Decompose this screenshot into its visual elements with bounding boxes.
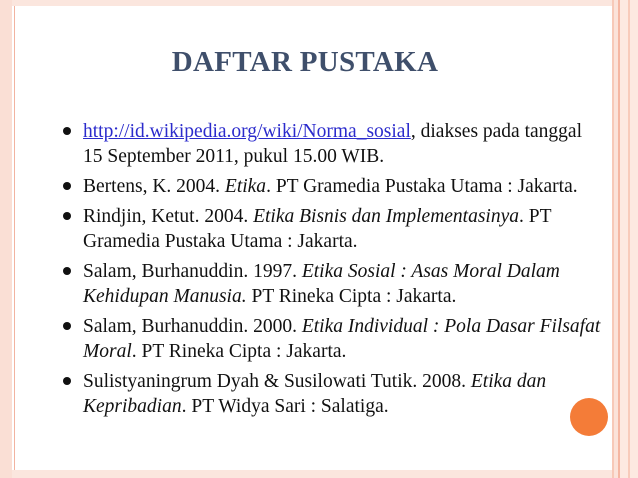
reference-text-before: Salam, Burhanuddin. 2000. xyxy=(83,316,302,337)
reference-text-after: . PT Widya Sari : Salatiga. xyxy=(181,396,389,417)
reference-item xyxy=(61,174,606,199)
bullet-icon xyxy=(63,322,71,330)
orange-circle-decoration xyxy=(570,398,608,436)
reference-list xyxy=(61,119,606,424)
reference-item xyxy=(61,119,606,169)
reference-text-before: Salam, Burhanuddin. 1997. xyxy=(83,261,302,282)
reference-text-before: Rindjin, Ketut. 2004. xyxy=(83,206,254,227)
reference-title-italic: Etika Individual : Pola Dasar Filsafat Moral xyxy=(83,316,601,362)
reference-text-after: . PT Gramedia Pustaka Utama : Jakarta. xyxy=(266,176,578,197)
reference-text-after: PT Rineka Cipta : Jakarta. xyxy=(246,286,457,307)
reference-item xyxy=(61,369,606,419)
slide-frame-right-stripes xyxy=(612,0,638,478)
reference-item xyxy=(61,204,606,254)
reference-text-after: . PT Rineka Cipta : Jakarta. xyxy=(131,341,347,362)
reference-text-after: . PT Gramedia Pustaka Utama : Jakarta. xyxy=(83,206,552,252)
reference-title-italic: Etika dan Kepribadian xyxy=(83,371,547,417)
reference-title-italic: Etika Sosial : Asas Moral Dalam Kehidupan Manusia. xyxy=(83,261,560,307)
bullet-icon xyxy=(63,127,71,135)
reference-text-before: Sulistyaningrum Dyah & Susilowati Tutik. 2008. xyxy=(83,371,471,392)
reference-title-italic: Etika Bisnis dan Implementasinya xyxy=(253,206,520,227)
bullet-icon xyxy=(63,212,71,220)
slide xyxy=(15,6,612,470)
reference-link[interactable]: http://id.wikipedia.org/wiki/Norma_sosial xyxy=(83,121,411,142)
reference-text-before: Bertens, K. 2004. xyxy=(83,176,225,197)
bullet-icon xyxy=(63,377,71,385)
reference-item xyxy=(61,314,606,364)
bullet-icon xyxy=(63,267,71,275)
slide-frame-bottom xyxy=(12,470,612,478)
bullet-icon xyxy=(63,182,71,190)
reference-title-italic: Etika xyxy=(224,176,267,197)
slide-frame-left xyxy=(0,0,12,478)
reference-item xyxy=(61,259,606,309)
slide-title: DAFTAR PUSTAKA xyxy=(171,46,439,78)
reference-text-after: , diakses pada tanggal 15 September 2011, pukul 15.00 WIB. xyxy=(83,121,582,167)
